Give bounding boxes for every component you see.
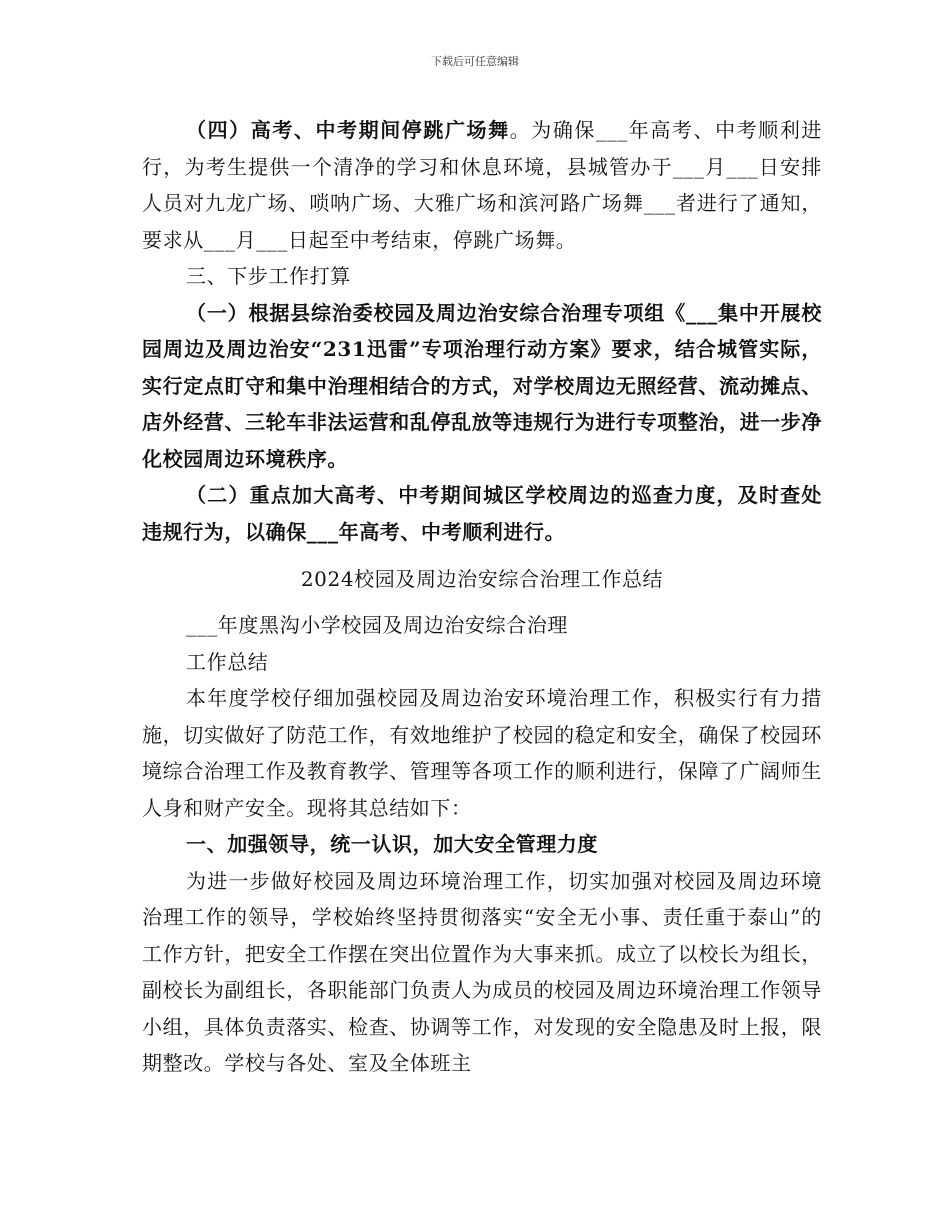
next-steps-item-1: （一）根据县综治委校园及周边治安综合治理专项组《___集中开展校园周边及周边治安“231迅雷”专项治理行动方案》要求，结合城管实际，实行定点盯守和集中治理相结合的方式，对学校周边无照经营、流动摊点、店外经营、三轮车非法运营和乱停乱放等违规行为进行专项整治，进一步净化校园周边环境秩序。 (142, 300, 822, 471)
page-header: 下载后可任意编辑 (431, 55, 519, 68)
summary-intro: 本年度学校仔细加强校园及周边治安环境治理工作，积极实行有力措施，切实做好了防范工作，有效地维护了校园的稳定和安全，确保了校园环境综合治理工作及教育教学、管理等各项工作的顺利进行，保障了广阔师生人身和财产安全。现将其总结如下： (142, 686, 822, 820)
summary-subtitle-line2: 工作总结 (186, 649, 269, 674)
summary-section1-heading: 一、加强领导，统一认识，加大安全管理力度 (186, 832, 598, 856)
section4-paragraph (142, 112, 822, 258)
next-steps-heading: 三、下步工作打算 (186, 264, 351, 288)
section4-body: 。为确保___年高考、中考顺利进行，为考生提供一个清净的学习和休息环境，县城管办于___月___日安排人员对九龙广场、唢呐广场、大雅广场和滨河路广场舞___者进行了通知，要求从___月___日起至中考结束，停跳广场舞。 (142, 118, 823, 252)
summary-subtitle-line1: ___年度黑沟小学校园及周边治安综合治理 (186, 613, 568, 637)
document-title: 2024校园及周边治安综合治理工作总结 (300, 567, 664, 591)
document-body (142, 112, 822, 1082)
section4-heading: （四）高考、中考期间停跳广场舞 (186, 118, 510, 142)
summary-section1-body: 为进一步做好校园及周边环境治理工作，切实加强对校园及周边环境治理工作的领导，学校始终坚持贯彻落实“安全无小事、责任重于泰山”的工作方针，把安全工作摆在突出位置作为大事来抓。成立了以校长为组长，副校长为副组长，各职能部门负责人为成员的校园及周边环境治理工作领导小组，具体负责落实、检查、协调等工作，对发现的安全隐患及时上报，限期整改。学校与各处、室及全体班主 (142, 868, 822, 1075)
next-steps-item-2: （二）重点加大高考、中考期间城区学校周边的巡查力度，及时查处违规行为，以确保___年高考、中考顺利进行。 (142, 483, 822, 544)
